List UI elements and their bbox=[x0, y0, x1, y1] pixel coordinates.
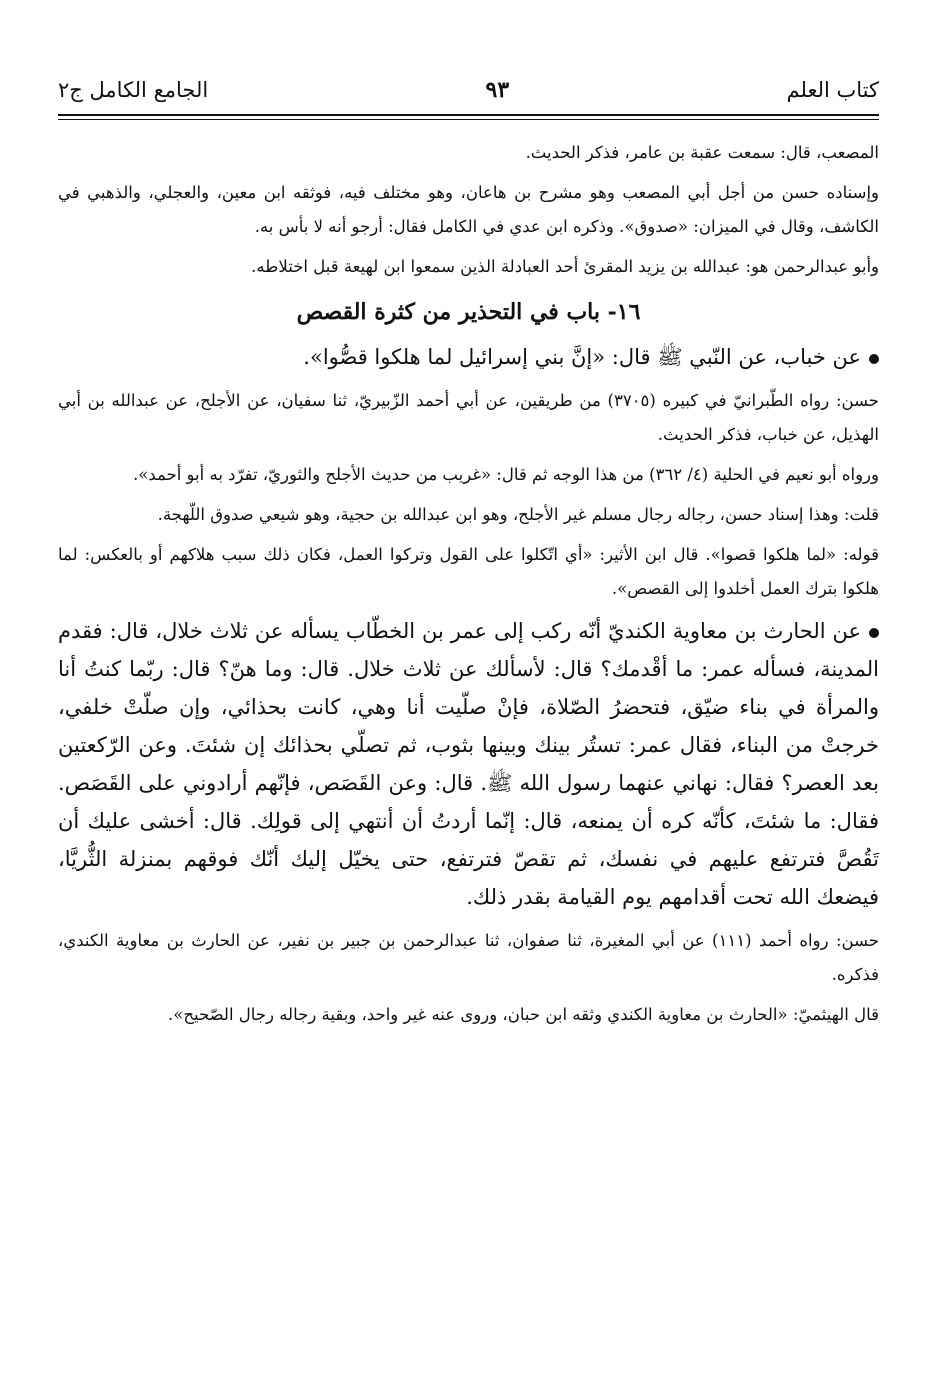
header-rule-thick bbox=[58, 114, 879, 116]
page-content bbox=[58, 136, 879, 1038]
commentary-paragraph: وأبو عبدالرحمن هو: عبدالله بن يزيد المقرئ أحد العبادلة الذين سمعوا ابن لهيعة قبل اختلاطه. bbox=[251, 257, 879, 276]
commentary-paragraph: المصعب، قال: سمعت عقبة بن عامر، فذكر الحديث. bbox=[525, 143, 879, 162]
commentary-paragraph: حسن: رواه أحمد (١١١) عن أبي المغيرة، ثنا صفوان، ثنا عبدالرحمن بن جبير بن نفير، عن الحارث بن معاوية الكندي، فذكره. bbox=[58, 931, 880, 984]
hadith-paragraph bbox=[58, 612, 879, 916]
bullet-icon bbox=[869, 628, 879, 638]
hadith-text: عن الحارث بن معاوية الكنديّ أنّه ركب إلى عمر بن الخطّاب يسأله عن ثلاث خلال، قال: فقدم المدينة، فسأله عمر: ما أقْدمك؟ قال: لأسألك عن ثلاث خلال. قال: وما هنّ؟ قال: ربّما كنتُ أنا والمرأة في بناء ضيّق، فتحضرُ الصّلاة، فإنْ صلّيت أنا وهي، كانت بحذائي، وإن صلّتْ خلفي، خرجتْ من البناء، فقال عمر: تستُر بينك وبينها بثوب، ثم تصلّي بحذائك إن شئتَ. وعن الرّكعتين بعد العصر؟ فقال: نهاني عنهما رسول الله ﷺ. قال: وعن القَصَص، فإنّهم أرادوني على القَصَص. فقال: ما شئتَ، كأنّه كره أن يمنعه، قال: إنّما أردتُ أن أنتهي إلى قولِك. قال: أخشى عليك أن تَقُصَّ فترتفع عليهم في نفسك، ثم تقصّ فترتفع، حتى يخيّل إليك أنّك فوقهم بمنزلة الثُّريَّا، فيضعك الله تحت أقدامهم يوم القيامة بقدر ذلك. bbox=[58, 619, 879, 909]
page-header bbox=[58, 70, 879, 110]
section-heading: ١٦- باب في التحذير من كثرة القصص bbox=[296, 299, 641, 325]
bullet-icon bbox=[869, 354, 879, 364]
commentary-paragraph: حسن: رواه الطّبرانيّ في كبيره (٣٧٠٥) من طريقين، عن أبي أحمد الزّبيريّ، ثنا سفيان، عن الأجلح، عن عبدالله بن أبي الهذيل، عن خباب، فذكر الحديث. bbox=[58, 391, 879, 444]
commentary-paragraph: وإسناده حسن من أجل أبي المصعب وهو مشرح بن هاعان، وهو مختلف فيه، فوثقه ابن معين، والعجلي، والذهبي في الكاشف، وقال في الميزان: «صدوق». وذكره ابن عدي في الكامل فقال: أرجو أنه لا بأس به. bbox=[58, 183, 879, 236]
commentary-paragraph: ورواه أبو نعيم في الحلية (٤/ ٣٦٢) من هذا الوجه ثم قال: «غريب من حديث الأجلح والثوريّ، تفرّد به أبو أحمد». bbox=[132, 465, 879, 484]
commentary-paragraph: قال الهيثميّ: «الحارث بن معاوية الكندي وثقه ابن حبان، وروى عنه غير واحد، وبقية رجاله رجال الصّحيح». bbox=[168, 1005, 879, 1024]
book-title: الجامع الكامل ج٢ bbox=[58, 78, 209, 102]
page-number: ٩٣ bbox=[485, 77, 510, 103]
chapter-title: كتاب العلم bbox=[786, 78, 879, 102]
commentary-paragraph: قلت: وهذا إسناد حسن، رجاله رجال مسلم غير الأجلح، وهو ابن عبدالله بن حجية، وهو شيعي صدوق اللّهجة. bbox=[157, 505, 879, 524]
header-rule-thin bbox=[58, 119, 879, 120]
hadith-paragraph bbox=[58, 338, 879, 376]
commentary-paragraph: قوله: «لما هلكوا قصوا». قال ابن الأثير: «أي اتّكلوا على القول وتركوا العمل، فكان ذلك سبب هلاكهم أو بالعكس: لما هلكوا بترك العمل أخلدوا إلى القصص». bbox=[58, 545, 879, 598]
hadith-text: عن خباب، عن النّبي ﷺ قال: «إنَّ بني إسرائيل لما هلكوا قصُّوا». bbox=[303, 345, 861, 369]
